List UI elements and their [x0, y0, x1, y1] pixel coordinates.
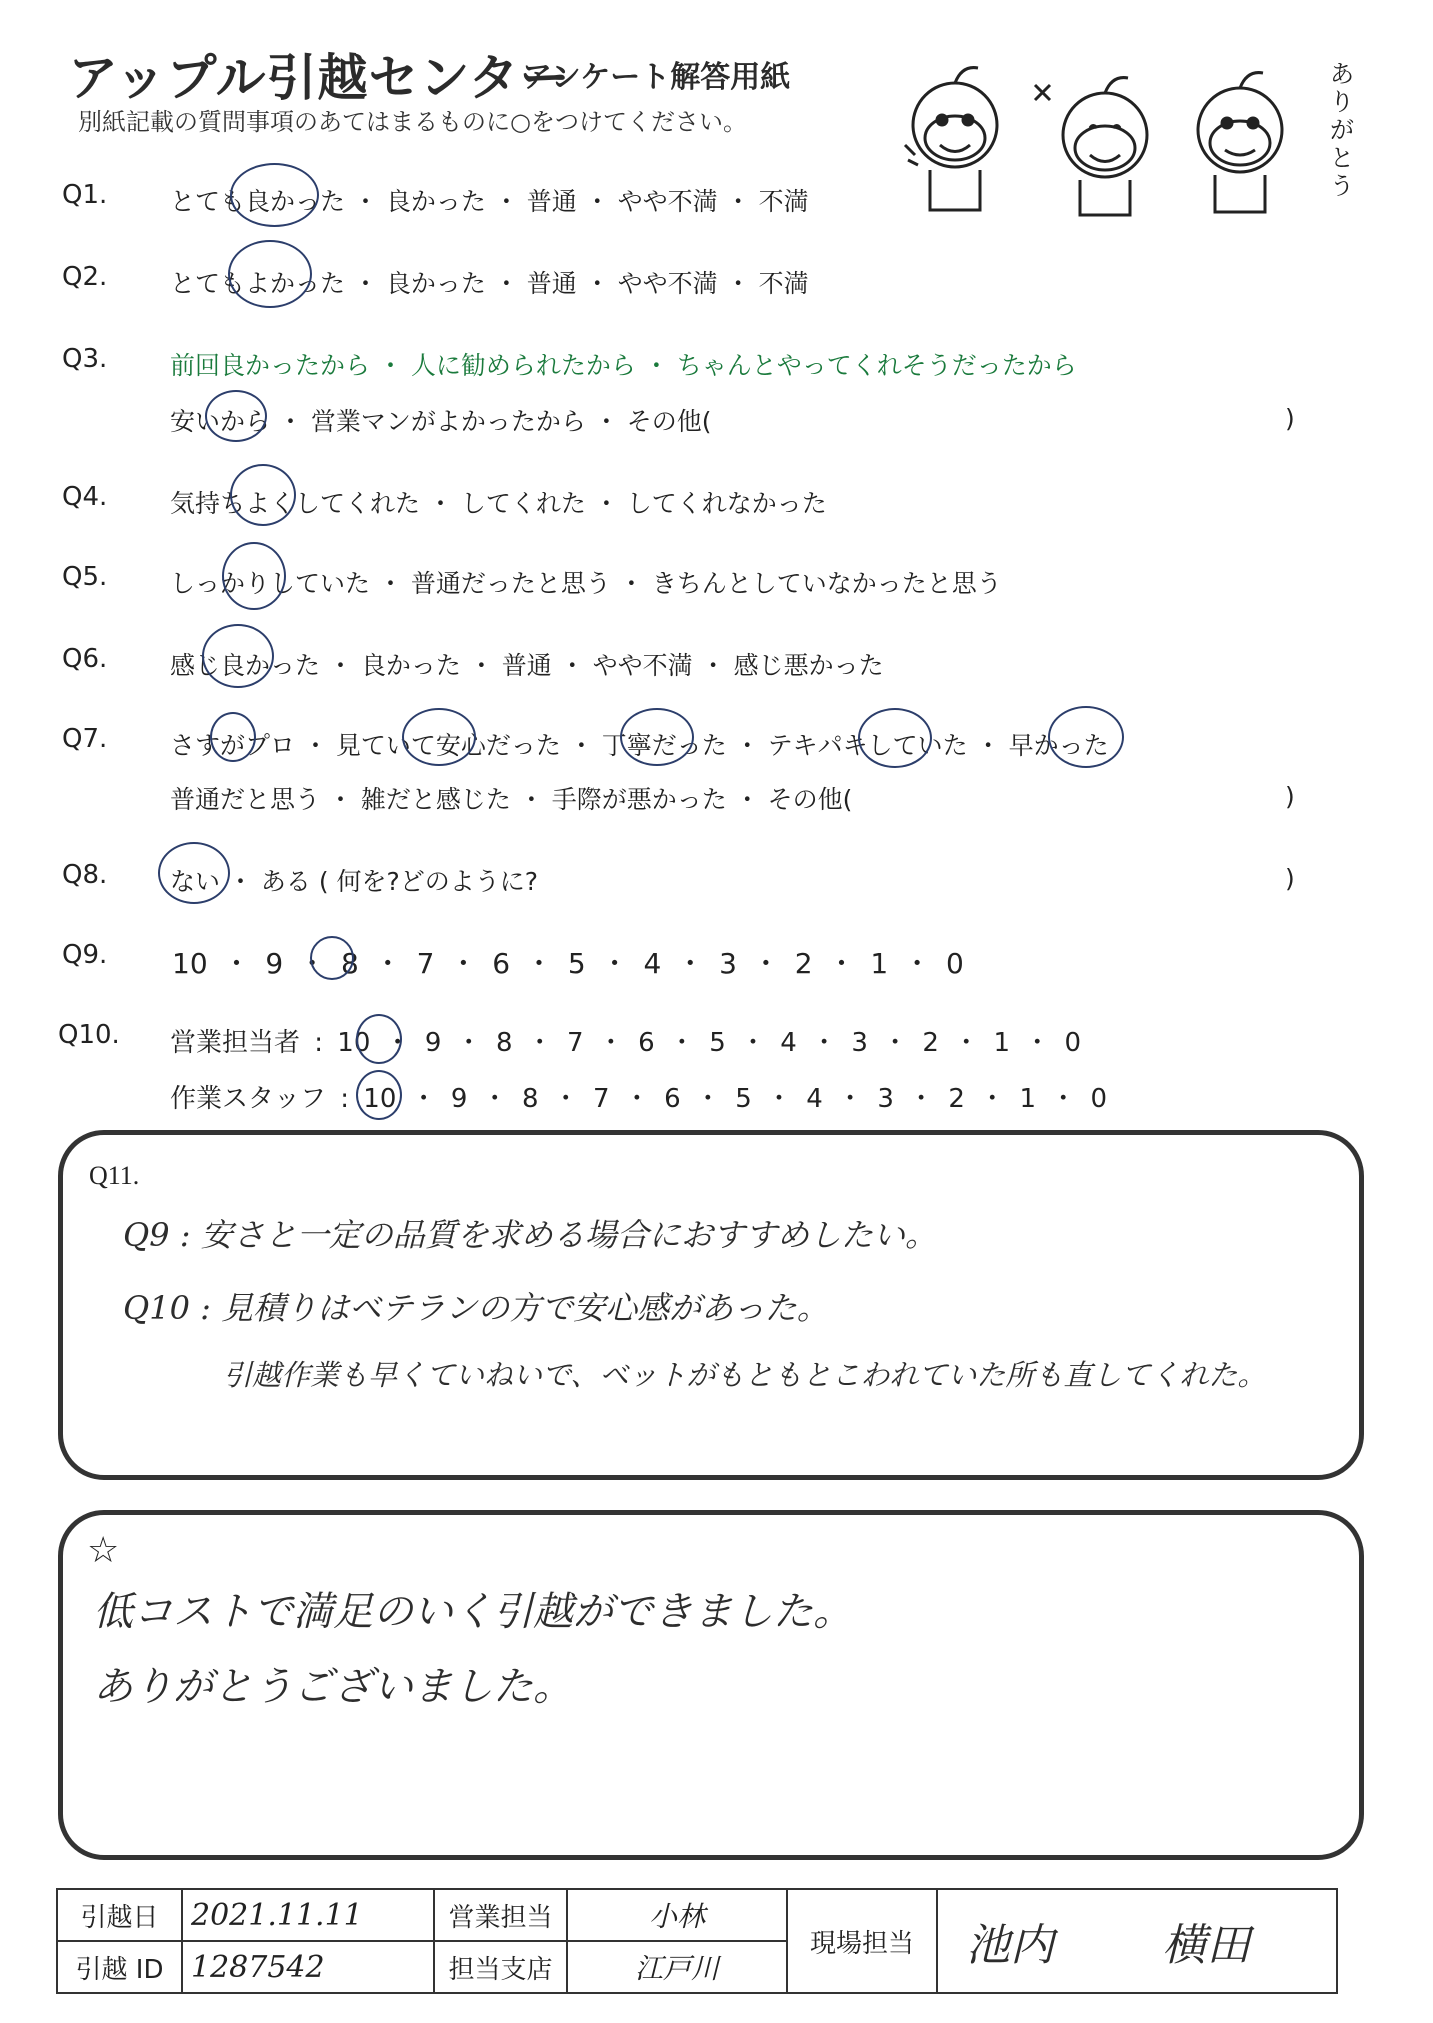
q10-label: Q10.: [58, 1020, 120, 1050]
branch-value: 江戸川: [567, 1941, 787, 1993]
move-id-value: 1287542: [182, 1941, 434, 1993]
q8-paren-close: ): [1285, 864, 1295, 893]
site-staff-label: 現場担当: [787, 1889, 937, 1993]
q6-label: Q6.: [62, 644, 108, 674]
q8-label: Q8.: [62, 860, 108, 890]
q5-options: しっかりしていた ・ 普通だったと思う ・ きちんとしていなかったと思う: [170, 569, 1002, 598]
monkey-mascots-illustration: [900, 50, 1330, 225]
q9-label: Q9.: [62, 940, 108, 970]
q3-options-line-2: 安いから ・ 営業マンがよかったから ・ その他(: [170, 407, 712, 436]
q4-label: Q4.: [62, 482, 108, 512]
q11-comment-line-3: 引越作業も早くていねいで、ベットがもともとこわれていた所も直してくれた。: [223, 1358, 1267, 1392]
q7-paren-close: ): [1285, 782, 1295, 811]
q10-staff-scale: 作業スタッフ : 10 ・ 9 ・ 8 ・ 7 ・ 6 ・ 5 ・ 4 ・ 3 ・ 2 ・ 1 ・ 0: [170, 1084, 1108, 1114]
q7-label: Q7.: [62, 724, 108, 754]
q1-label: Q1.: [62, 180, 108, 210]
star-icon: ☆: [87, 1530, 120, 1570]
free-comment-line-1: 低コストで満足のいく引越ができました。: [93, 1589, 853, 1635]
q11-label: Q11.: [89, 1161, 140, 1190]
q9-scale: 10 ・ 9 ・ 8 ・ 7 ・ 6 ・ 5 ・ 4 ・ 3 ・ 2 ・ 1 ・ 0: [172, 947, 964, 980]
q3-paren-close: ): [1285, 404, 1295, 433]
q6-options: 感じ良かった ・ 良かった ・ 普通 ・ やや不満 ・ 感じ悪かった: [170, 651, 884, 680]
q10-sales-scale: 営業担当者 : 10 ・ 9 ・ 8 ・ 7 ・ 6 ・ 5 ・ 4 ・ 3 ・ 2 ・ 1 ・ 0: [170, 1028, 1082, 1058]
branch-label: 担当支店: [434, 1941, 567, 1993]
q3-label: Q3.: [62, 344, 108, 374]
move-date-value: 2021.11.11: [182, 1889, 434, 1941]
site-staff-value-cell: [937, 1889, 1337, 1993]
free-comment-line-2: ありがとうございました。: [93, 1664, 573, 1710]
form-subtitle: アンケート解答用紙: [522, 60, 791, 95]
monkey-mascot-2-icon: [1035, 78, 1147, 215]
q11-comment-box: [58, 1130, 1364, 1480]
q8-options: ない ・ ある ( 何を?どのように?: [170, 867, 539, 896]
monkey-mascot-3-icon: [1198, 73, 1282, 212]
q3-options-line-1: 前回良かったから ・ 人に勧められたから ・ ちゃんとやってくれそうだったから: [170, 351, 1077, 380]
footer-info-table: [56, 1888, 1338, 1994]
monkey-mascot-1-icon: [905, 68, 997, 210]
sales-rep-label: 営業担当: [434, 1889, 567, 1941]
q5-label: Q5.: [62, 562, 108, 592]
form-title: アップル引越センター: [68, 49, 571, 107]
instruction-text: 別紙記載の質問事項のあてはまるものに○をつけてください。: [78, 108, 747, 136]
move-id-label: 引越 ID: [57, 1941, 182, 1993]
free-comment-box: [58, 1510, 1364, 1860]
mascot-caption: ありがとう: [1330, 60, 1354, 200]
site-staff-value-1: 池内: [966, 1920, 1054, 1971]
q1-options: とても良かった ・ 良かった ・ 普通 ・ やや不満 ・ 不満: [170, 187, 809, 216]
site-staff-value-2: 横田: [1162, 1920, 1251, 1971]
q11-comment-line-2: Q10 : 見積りはベテランの方で安心感があった。: [123, 1289, 829, 1327]
q4-options: 気持ちよくしてくれた ・ してくれた ・ してくれなかった: [170, 489, 827, 518]
move-date-label: 引越日: [57, 1889, 182, 1941]
q2-label: Q2.: [62, 262, 108, 292]
q11-comment-line-1: Q9 : 安さと一定の品質を求める場合におすすめしたい。: [123, 1216, 938, 1254]
q7-options-line-1: さすがプロ ・ 見ていて安心だった ・ 丁寧だった ・ テキパキしていた ・ 早かった: [170, 731, 1109, 760]
sales-rep-value: 小林: [567, 1889, 787, 1941]
q2-options: とてもよかった ・ 良かった ・ 普通 ・ やや不満 ・ 不満: [170, 269, 809, 298]
q7-options-line-2: 普通だと思う ・ 雑だと感じた ・ 手際が悪かった ・ その他(: [170, 785, 853, 814]
